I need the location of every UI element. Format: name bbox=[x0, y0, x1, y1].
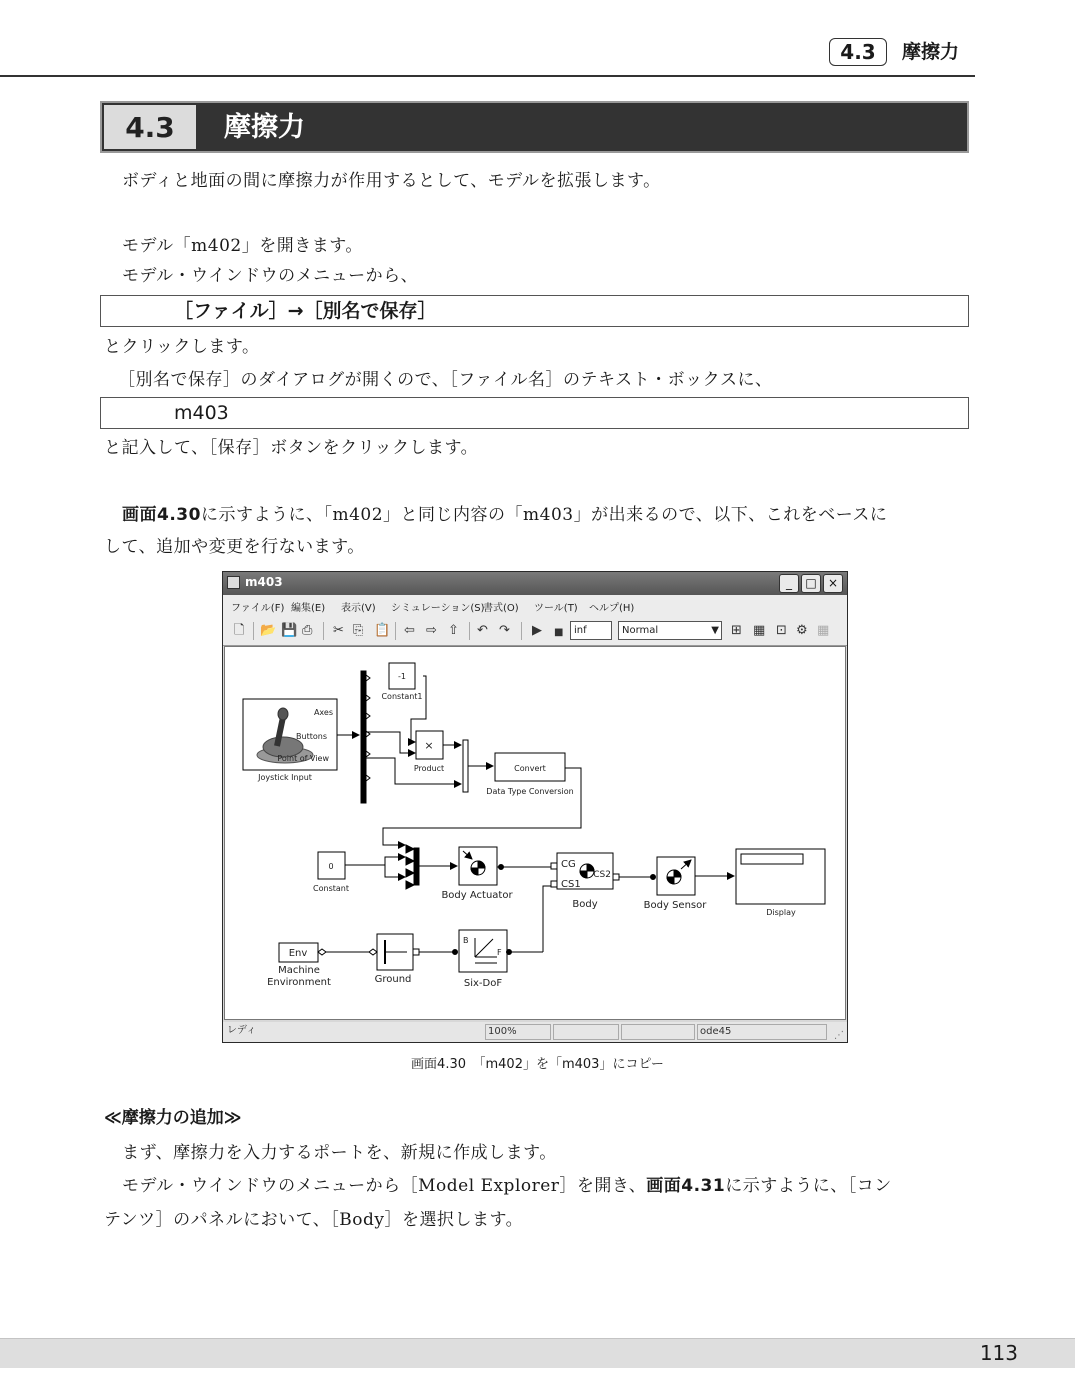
signal-line bbox=[385, 865, 405, 877]
minimize-button[interactable]: _ bbox=[779, 574, 799, 593]
paragraph: ［別名で保存］のダイアログが開くので、［ファイル名］のテキスト・ボックスに、 bbox=[118, 370, 773, 390]
chevron-down-icon: ▼ bbox=[711, 625, 719, 636]
constant-value: 0 bbox=[328, 862, 334, 871]
port-cs1 bbox=[551, 881, 557, 887]
figure-caption: 画面4.30 「m402」を「m403」にコピー bbox=[411, 1057, 664, 1072]
toolbar-separator bbox=[521, 622, 522, 640]
app-icon bbox=[227, 576, 240, 589]
play-icon[interactable]: ▶ bbox=[532, 623, 542, 638]
header-section-badge: 4.3 bbox=[829, 38, 887, 66]
toolbar-separator bbox=[323, 622, 324, 640]
port-label: Axes bbox=[313, 708, 333, 717]
block-label: Constant bbox=[313, 884, 349, 893]
stop-time-field[interactable]: inf bbox=[570, 621, 612, 640]
toolbar bbox=[223, 617, 847, 646]
window-title: m403 bbox=[245, 575, 283, 589]
block-label: Ground bbox=[374, 974, 412, 985]
paste-icon[interactable]: 📋 bbox=[374, 623, 391, 638]
port-cs2 bbox=[613, 874, 619, 880]
menu-simulation[interactable]: シミュレーション(S) bbox=[391, 603, 485, 614]
section-number: 4.3 bbox=[104, 105, 196, 149]
model-explorer-icon[interactable]: ⊡ bbox=[776, 623, 787, 638]
subheading: ≪摩擦力の追加≫ bbox=[104, 1108, 242, 1128]
figure-reference: 画面4.31 bbox=[646, 1176, 726, 1196]
section-banner bbox=[100, 101, 969, 153]
save-icon[interactable]: 💾 bbox=[281, 623, 298, 638]
signal-line bbox=[345, 857, 405, 865]
signal-line bbox=[366, 732, 415, 753]
port-label: Point of View bbox=[277, 754, 329, 763]
figure-reference: 画面4.30 bbox=[122, 505, 201, 525]
menu-file[interactable]: ファイル(F) bbox=[231, 603, 285, 614]
title-bar[interactable] bbox=[223, 572, 847, 595]
filename-box: m403 bbox=[100, 397, 969, 429]
paragraph: して、追加や変更を行ないます。 bbox=[104, 537, 365, 557]
forward-arrow-icon[interactable]: ⇨ bbox=[426, 623, 437, 638]
build-icon[interactable]: ▦ bbox=[753, 623, 766, 638]
block-label: Environment bbox=[267, 977, 331, 988]
status-text: レディ bbox=[227, 1025, 257, 1036]
status-cell bbox=[553, 1024, 619, 1040]
menu-bar bbox=[223, 595, 847, 617]
zoom-level: 100% bbox=[485, 1024, 551, 1040]
connection-line bbox=[543, 886, 551, 952]
body-port-label: CS2 bbox=[593, 870, 611, 880]
menu-path-box: ［ファイル］→［別名で保存］ bbox=[100, 295, 969, 327]
new-file-icon[interactable]: 🗋 bbox=[234, 623, 245, 638]
footer-band bbox=[0, 1338, 1075, 1368]
library-browser-icon[interactable]: ⊞ bbox=[731, 623, 742, 638]
env-text: Env bbox=[288, 948, 308, 959]
model-canvas bbox=[224, 646, 846, 1020]
simulation-mode-select[interactable]: Normal ▼ bbox=[618, 621, 722, 640]
stop-icon[interactable]: ■ bbox=[554, 627, 564, 638]
convert-text: Convert bbox=[514, 764, 546, 773]
block-label: Data Type Conversion bbox=[486, 787, 574, 796]
back-arrow-icon[interactable]: ⇦ bbox=[404, 623, 415, 638]
status-cell bbox=[621, 1024, 695, 1040]
six-dof-glyph bbox=[475, 939, 493, 957]
signal-line bbox=[411, 676, 426, 742]
mux-input-ports bbox=[366, 675, 370, 781]
block-label: Machine bbox=[278, 965, 320, 976]
print-icon[interactable]: ⎙ bbox=[302, 623, 313, 638]
debug-icon[interactable]: ⚙ bbox=[796, 623, 808, 638]
copy-icon[interactable]: ⎘ bbox=[353, 623, 364, 638]
constant1-value: -1 bbox=[398, 672, 406, 681]
section-title: 摩擦力 bbox=[224, 112, 305, 143]
block-label: Product bbox=[413, 764, 445, 773]
maximize-button[interactable]: □ bbox=[801, 574, 821, 593]
block-label: Display bbox=[766, 908, 796, 917]
menu-help[interactable]: ヘルプ(H) bbox=[589, 603, 635, 614]
resize-grip-icon[interactable]: ⋰ bbox=[834, 1030, 844, 1041]
paragraph: と記入して、［保存］ボタンをクリックします。 bbox=[104, 438, 479, 458]
paragraph: ボディと地面の間に摩擦力が作用するとして、モデルを拡張します。 bbox=[122, 171, 661, 191]
block-label: Joystick Input bbox=[258, 773, 312, 782]
block-label: Six-DoF bbox=[463, 978, 503, 989]
undo-icon[interactable]: ↶ bbox=[477, 623, 488, 638]
menu-tools[interactable]: ツール(T) bbox=[534, 603, 578, 614]
menu-view[interactable]: 表示(V) bbox=[341, 603, 376, 614]
open-folder-icon[interactable]: 📂 bbox=[260, 623, 277, 638]
toolbar-separator bbox=[253, 622, 254, 640]
product-symbol: × bbox=[424, 739, 434, 752]
menu-edit[interactable]: 編集(E) bbox=[291, 603, 326, 614]
model-window bbox=[222, 571, 848, 1043]
menu-format[interactable]: 書式(O) bbox=[483, 603, 519, 614]
block-label: Body bbox=[572, 899, 598, 910]
body-port-label: CG bbox=[561, 859, 576, 870]
paragraph: まず、摩擦力を入力するポートを、新規に作成します。 bbox=[122, 1143, 557, 1163]
up-arrow-icon[interactable]: ⇧ bbox=[448, 623, 459, 638]
six-dof-port: F bbox=[497, 948, 502, 957]
paragraph: 画面4.30に示すように、「m402」と同じ内容の「m403」が出来るので、以下、これをベースに bbox=[122, 505, 888, 525]
paragraph: とクリックします。 bbox=[104, 337, 260, 357]
status-bar bbox=[223, 1022, 847, 1043]
paragraph: モデル「m402」を開きます。 bbox=[122, 236, 363, 256]
redo-icon[interactable]: ↷ bbox=[499, 623, 510, 638]
body-port-label: CS1 bbox=[561, 879, 581, 890]
mux-bus bbox=[361, 671, 366, 803]
close-button[interactable]: × bbox=[823, 574, 843, 593]
port-label: Buttons bbox=[296, 732, 327, 741]
block-label: Constant1 bbox=[381, 692, 423, 701]
paragraph: モデル・ウインドウのメニューから［Model Explorer］を開き、画面4.31に示すように、［コン bbox=[122, 1176, 892, 1196]
mux2-bus bbox=[414, 848, 419, 885]
disabled-tool-icon: ▦ bbox=[817, 623, 830, 638]
demux-block bbox=[463, 740, 468, 792]
solver-name: ode45 bbox=[697, 1024, 827, 1040]
header-section-title: 摩擦力 bbox=[902, 41, 960, 63]
paragraph: テンツ］のパネルにおいて、［Body］を選択します。 bbox=[104, 1210, 524, 1230]
block-label: Body Actuator bbox=[441, 890, 513, 901]
display-block[interactable] bbox=[736, 849, 825, 904]
toolbar-separator bbox=[469, 622, 470, 640]
header-rule bbox=[0, 75, 975, 77]
display-readout bbox=[741, 854, 803, 864]
cut-icon[interactable]: ✂ bbox=[333, 623, 344, 638]
port-cg bbox=[551, 863, 557, 869]
page-number: 113 bbox=[979, 1341, 1018, 1365]
toolbar-separator bbox=[395, 622, 396, 640]
block-label: Body Sensor bbox=[643, 900, 707, 911]
block-diagram bbox=[225, 647, 845, 1019]
six-dof-port: B bbox=[463, 936, 469, 945]
signal-line bbox=[383, 768, 581, 845]
paragraph: モデル・ウインドウのメニューから、 bbox=[122, 266, 419, 286]
